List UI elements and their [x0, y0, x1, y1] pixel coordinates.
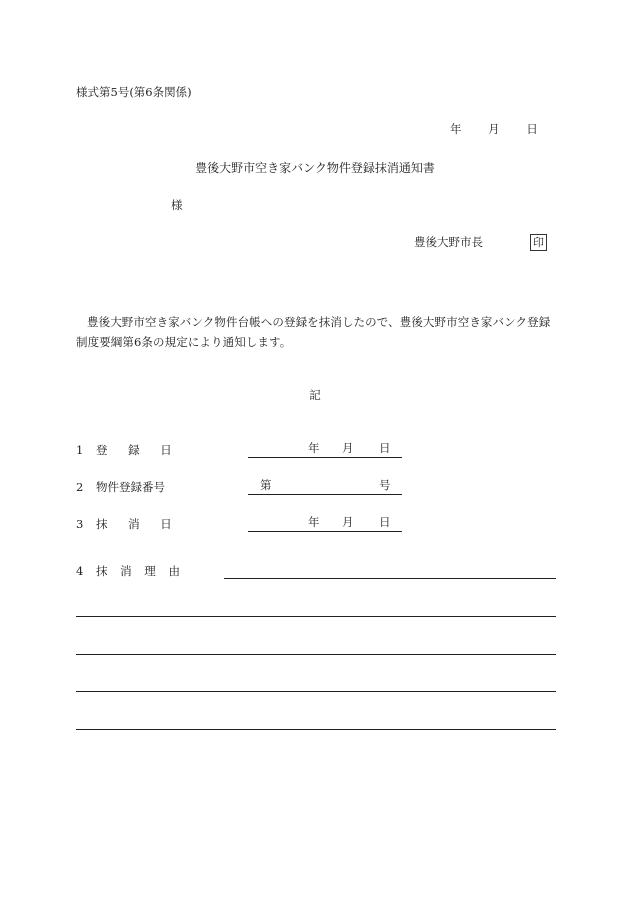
- item-number: 2: [76, 480, 84, 494]
- registration-date-month: 月: [342, 441, 354, 455]
- registration-date-day: 日: [379, 441, 391, 455]
- issue-date-month: 月: [488, 122, 500, 136]
- sender-name: 豊後大野市長: [414, 235, 483, 249]
- body-text: 豊後大野市空き家バンク物件台帳への登録を抹消したので、豊後大野市空き家バンク登録制度要綱第6条の規定により通知します。: [76, 315, 551, 349]
- registration-number-suffix: 号: [379, 478, 391, 492]
- reason-writing-line[interactable]: [76, 654, 556, 655]
- document-title: 豊後大野市空き家バンク物件登録抹消通知書: [195, 161, 435, 175]
- item-number: 4: [76, 564, 84, 578]
- item-cancellation-date-label: [76, 519, 172, 531]
- issue-date-line: [450, 124, 538, 136]
- item-label-char: 由: [168, 564, 180, 578]
- item-label-char: 抹: [95, 564, 108, 578]
- item-label: 物件登録番号: [95, 480, 165, 494]
- item-number: 3: [76, 517, 84, 531]
- reason-writing-line[interactable]: [76, 616, 556, 617]
- ki-heading: 記: [309, 388, 321, 402]
- registration-number-prefix: 第: [260, 478, 272, 492]
- item-label-char: 消: [128, 517, 140, 531]
- cancellation-date-year: 年: [308, 515, 320, 529]
- item-number: 1: [76, 443, 84, 457]
- registration-date-year: 年: [308, 441, 320, 455]
- item-label-char: 日: [160, 517, 172, 531]
- item-label-char: 消: [120, 564, 132, 578]
- item-label-char: 理: [144, 564, 156, 578]
- cancellation-reason-field[interactable]: [224, 564, 556, 579]
- seal-stamp: 印: [530, 234, 547, 251]
- item-registration-number-label: [76, 482, 165, 494]
- reason-writing-line[interactable]: [76, 691, 556, 692]
- cancellation-date-month: 月: [342, 515, 354, 529]
- item-label-char: 日: [160, 443, 172, 457]
- recipient-suffix: 様: [171, 198, 183, 212]
- cancellation-date-day: 日: [379, 515, 391, 529]
- issue-date-year: 年: [450, 122, 462, 136]
- item-label-char: 録: [128, 443, 140, 457]
- issue-date-day: 日: [526, 122, 538, 136]
- item-label-char: 抹: [95, 517, 108, 531]
- item-label-char: 登: [95, 443, 108, 457]
- registration-number-field[interactable]: [248, 480, 402, 495]
- item-registration-date-label: [76, 445, 172, 457]
- item-cancellation-reason-label: [76, 566, 180, 578]
- cancellation-date-field[interactable]: [248, 517, 402, 532]
- form-number: 様式第5号(第6条関係): [76, 85, 192, 99]
- registration-date-field[interactable]: [248, 443, 402, 458]
- reason-writing-line[interactable]: [76, 729, 556, 730]
